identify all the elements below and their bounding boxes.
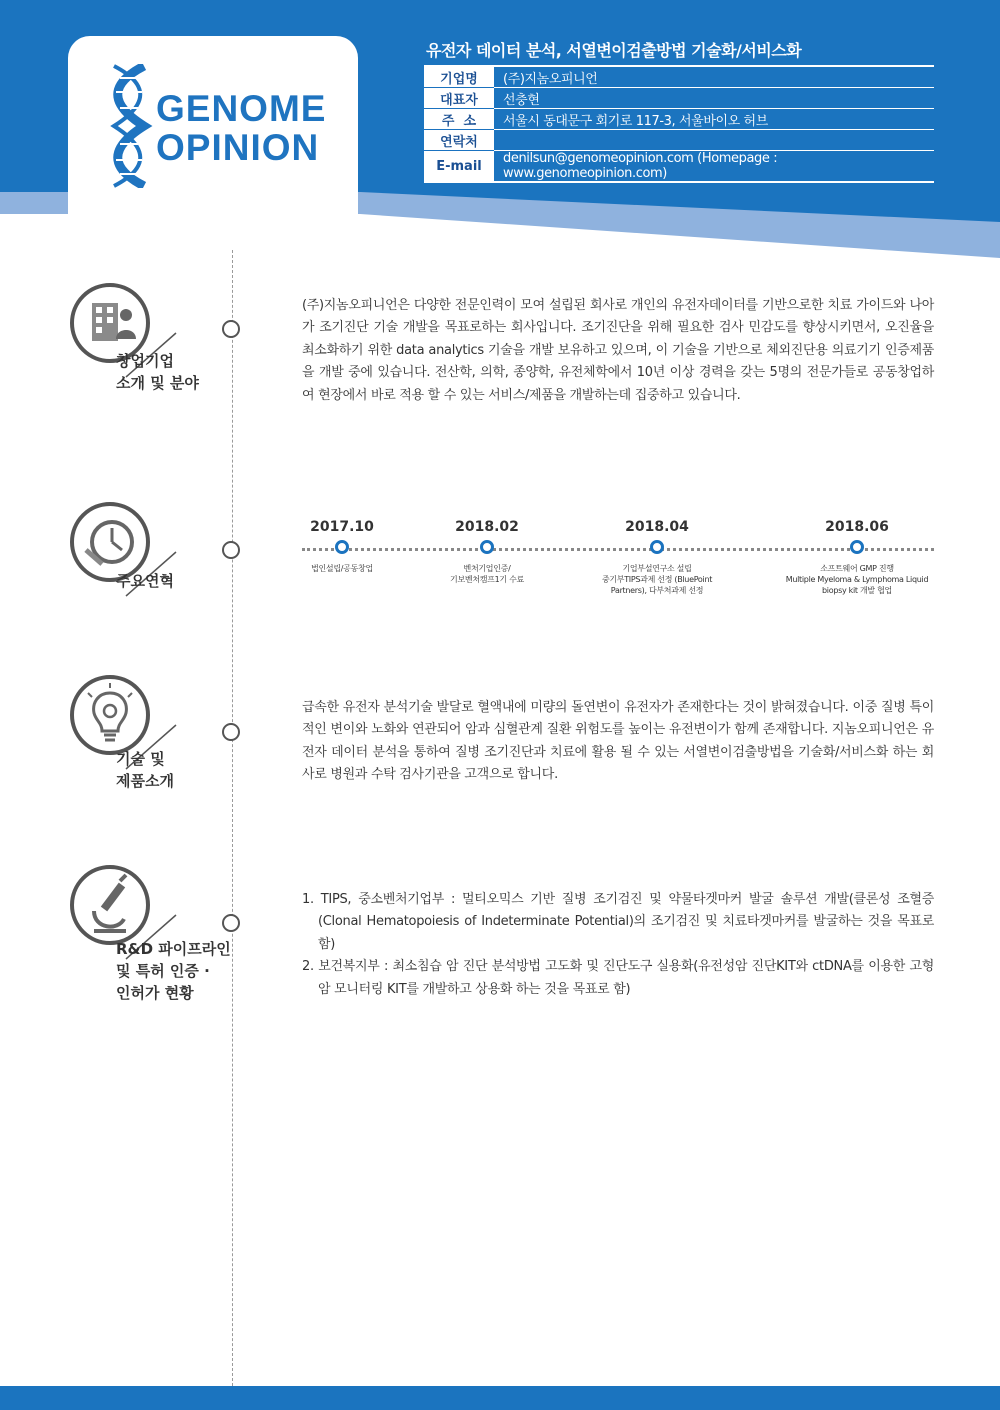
footer-bar	[0, 1386, 1000, 1410]
desc-line: 법인설립/공동창업	[311, 564, 373, 573]
desc-line: biopsy kit 개발 협업	[822, 586, 892, 595]
company-info-table	[424, 65, 934, 183]
timeline-dot	[480, 540, 494, 554]
page-title: 유전자 데이터 분석, 서열변이검출방법 기술화/서비스화	[426, 41, 802, 60]
timeline-description	[417, 563, 557, 585]
timeline-dot	[335, 540, 349, 554]
timeline-dot	[850, 540, 864, 554]
section-label-intro	[116, 350, 199, 394]
info-key: 대표자	[424, 88, 494, 109]
intro-text: (주)지놈오피니언은 다양한 전문인력이 모여 설립된 회사로 개인의 유전자데이터를 기반으로한 치료 가이드와 나아가 조기진단 기술 개발을 목표로하는 회사입니다. 조기진단을 위해 필요한 검사 민감도를 향상시키면서, 오진율을 최소화하기 위한 data analytics 기술을 개발 보유하고 있으며, 이 기술을 기반으로 체외진단용 의료기기 인증제품을 개발 중에 있습니다. 전산학, 의학, 종양학, 유전체학에서 10년 이상 경력을 갖는 5명의 전문가들로 공동창업하여 현장에서 바로 적용 할 수 있는 서비스/제품을 개발하는데 집중하고 있습니다.	[302, 298, 934, 403]
list-item: 1. TIPS, 중소벤처기업부 : 멀티오믹스 기반 질병 조기검진 및 약물타겟마커 발굴 솔루션 개발(클론성 조혈증(Clonal Hematopoiesis of Indeterminate Potential)의 조기검진 및 치료타겟마커를 발굴하는 것을 목표로 함)	[302, 892, 934, 952]
timeline-date: 2018.06	[825, 519, 889, 535]
label-line: 창업기업	[116, 352, 174, 370]
section-label-rnd	[116, 938, 231, 1004]
section-divider-line	[232, 250, 233, 1386]
info-key: E-mail	[424, 151, 494, 183]
info-row	[424, 88, 934, 109]
label-line: 제품소개	[116, 772, 174, 790]
info-row	[424, 130, 934, 151]
desc-line: 벤처기업인증/	[463, 564, 511, 573]
list-item: 2. 보건복지부 : 최소침습 암 진단 분석방법 고도화 및 진단도구 실용화(유전성암 진단KIT와 ctDNA를 이용한 고형암 모니터링 KIT를 개발하고 상용화 하는 것을 목표로 함)	[302, 959, 934, 997]
info-row	[424, 151, 934, 183]
desc-line: 기보벤처캠프1기 수료	[450, 575, 524, 584]
label-line: 주요연혁	[116, 572, 174, 590]
desc-line: Partners), 다부처과제 선정	[610, 586, 704, 595]
desc-line: 기업부설연구소 설립	[622, 564, 692, 573]
section-node	[222, 914, 240, 932]
desc-line: 중기부TIPS과제 선정 (BluePoint	[601, 575, 713, 584]
timeline-date: 2017.10	[310, 519, 374, 535]
desc-line: 소프트웨어 GMP 진행	[820, 564, 894, 573]
timeline-description	[767, 563, 947, 596]
info-value: 선충현	[494, 88, 934, 109]
timeline-description	[282, 563, 402, 574]
timeline-line	[302, 548, 934, 551]
timeline-date: 2018.04	[625, 519, 689, 535]
info-value	[494, 130, 934, 151]
info-key: 연락처	[424, 130, 494, 151]
info-value: (주)지놈오피니언	[494, 66, 934, 88]
info-value: denilsun@genomeopinion.com (Homepage : www.genomeopinion.com)	[503, 151, 778, 181]
info-key: 기업명	[424, 66, 494, 88]
timeline-dot	[650, 540, 664, 554]
logo-text-genome: GENOME	[156, 88, 327, 129]
section-label-history	[116, 570, 174, 592]
logo-text-opinion: OPINION	[156, 127, 320, 168]
info-value: 서울시 동대문구 회기로 117-3, 서울바이오 허브	[494, 109, 934, 130]
label-line: 소개 및 분야	[116, 374, 199, 392]
section-node	[222, 723, 240, 741]
label-line: R&D 파이프라인	[116, 940, 231, 958]
info-row	[424, 66, 934, 88]
tech-text: 급속한 유전자 분석기술 발달로 혈액내에 미량의 돌연변이 유전자가 존재한다는 것이 밝혀졌습니다. 이중 질병 특이적인 변이와 노화와 연관되어 암과 심혈관계 질환 위험도를 높이는 유전변이가 함께 존재합니다. 지놈오피니언은 유전자 데이터 분석을 통하여 질병 조기진단과 치료에 활용 될 수 있는 서열변이검출방법을 기술화/서비스화 하는 회사로 병원과 수탁 검사기관을 고객으로 합니다.	[302, 700, 934, 783]
info-row	[424, 109, 934, 130]
rnd-list	[302, 889, 934, 1001]
section-node	[222, 320, 240, 338]
desc-line: Multiple Myeloma & Lymphoma Liquid	[785, 575, 929, 584]
section-node	[222, 541, 240, 559]
label-line: 및 특허 인증 ·	[116, 962, 210, 980]
genome-helix-logo-icon	[104, 64, 154, 188]
label-line: 인허가 현황	[116, 984, 194, 1002]
section-label-tech	[116, 748, 174, 792]
info-key: 주 소	[424, 109, 494, 130]
label-line: 기술 및	[116, 750, 165, 768]
timeline-description	[577, 563, 737, 596]
timeline-date: 2018.02	[455, 519, 519, 535]
